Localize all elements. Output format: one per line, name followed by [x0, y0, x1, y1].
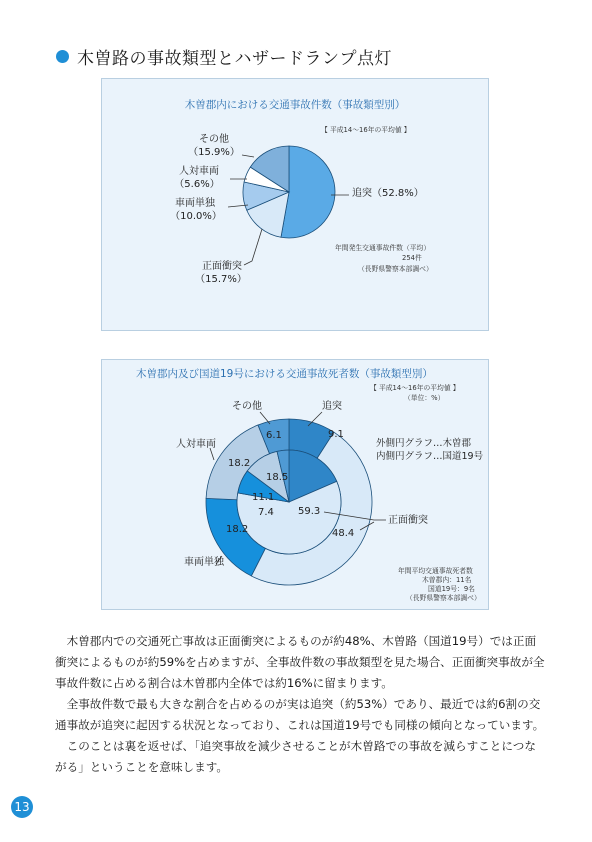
body-text — [55, 631, 545, 778]
body-paragraph-3: このことは裏を返せば、「追突事故を減少させることが木曽路での事故を減らすことにつながる」ということを意味します。 — [55, 739, 536, 774]
outer-value-rear: 9.1 — [328, 429, 344, 440]
chart2-period-note: 【 平成14〜16年の平均値 】 — [370, 384, 460, 392]
heading-text: 木曽路の事故類型とハザードランプ点灯 — [77, 49, 392, 69]
inner-value-rear: 18.5 — [266, 472, 289, 483]
label-rear-name: 追突 — [352, 188, 372, 199]
label-other-value: （15.9%） — [188, 147, 240, 158]
chart1-footnote-2: 254件 — [402, 254, 422, 262]
chart2-footnote-1: 年間平均交通事故死者数 — [398, 567, 473, 575]
chart2-footnote-4: （長野県警察本部調べ） — [406, 594, 481, 602]
chart2-footnote-2: 木曽郡内：11名 — [422, 576, 472, 584]
chart1-title: 木曽郡内における交通事故件数（事故類型別） — [184, 99, 406, 111]
page-number: 13 — [11, 796, 33, 818]
chart1-footnote-3: （長野県警察本部調べ） — [358, 265, 433, 273]
label2-ped: 人対車両 — [176, 439, 216, 450]
label-other-name: その他 — [199, 134, 229, 145]
outer-value-single: 18.2 — [226, 524, 249, 535]
body-paragraph-1: 木曽郡内での交通死亡事故は正面衝突によるものが約48%、木曽路（国道19号）では正面衝突によるものが約59%を占めますが、全事故件数の事故類型を見た場合、正面衝突事故が全事故件数に占める割合は木曽郡内全体では約16%に留まります。 — [55, 634, 545, 690]
chart2-footnote-3: 国道19号：9名 — [428, 585, 475, 593]
chart1-pie — [102, 79, 490, 332]
inner-value-head: 59.3 — [298, 506, 321, 517]
bullet-circle-icon — [56, 50, 69, 63]
label-head-name: 正面衝突 — [202, 261, 242, 272]
fatality-chart-panel — [101, 359, 489, 610]
legend-outer: 外側円グラフ…木曽郡 — [376, 438, 472, 449]
label-head-value: （15.7%） — [195, 274, 247, 285]
label-single-name: 車両単独 — [175, 198, 215, 209]
chart1-period-note: 【 平成14〜16年の平均値 】 — [321, 126, 411, 134]
outer-value-head: 48.4 — [332, 528, 355, 539]
inner-value-single: 7.4 — [258, 507, 274, 518]
inner-value-ped: 11.1 — [252, 492, 275, 503]
label2-rear: 追突 — [322, 401, 342, 412]
label2-other: その他 — [232, 401, 262, 412]
body-paragraph-2: 全事故件数で最も大きな割合を占めるのが実は追突（約53%）であり、最近では約6割の交通事故が追突に起因する状況となっており、これは国道19号でも同様の傾向となっています。 — [55, 697, 545, 732]
accident-count-chart-panel — [101, 78, 489, 331]
label-ped-name: 人対車両 — [179, 166, 219, 177]
label2-head: 正面衝突 — [388, 515, 428, 526]
chart2-title: 木曽郡内及び国道19号における交通事故死者数（事故類型別） — [136, 368, 433, 380]
label2-single: 車両単独 — [184, 557, 224, 568]
legend-inner: 内側円グラフ…国道19号 — [376, 451, 484, 462]
section-heading — [56, 44, 392, 69]
label-rear — [352, 187, 424, 200]
label-single-value: （10.0%） — [170, 211, 222, 222]
chart1-footnote-1: 年間発生交通事故件数（平均） — [335, 244, 431, 252]
label-ped-value: （5.6%） — [174, 179, 220, 190]
outer-value-other: 6.1 — [266, 430, 282, 441]
outer-value-ped: 18.2 — [228, 458, 251, 469]
label-rear-value: （52.8%） — [372, 188, 424, 199]
chart2-unit-note: （単位：%） — [404, 394, 445, 402]
